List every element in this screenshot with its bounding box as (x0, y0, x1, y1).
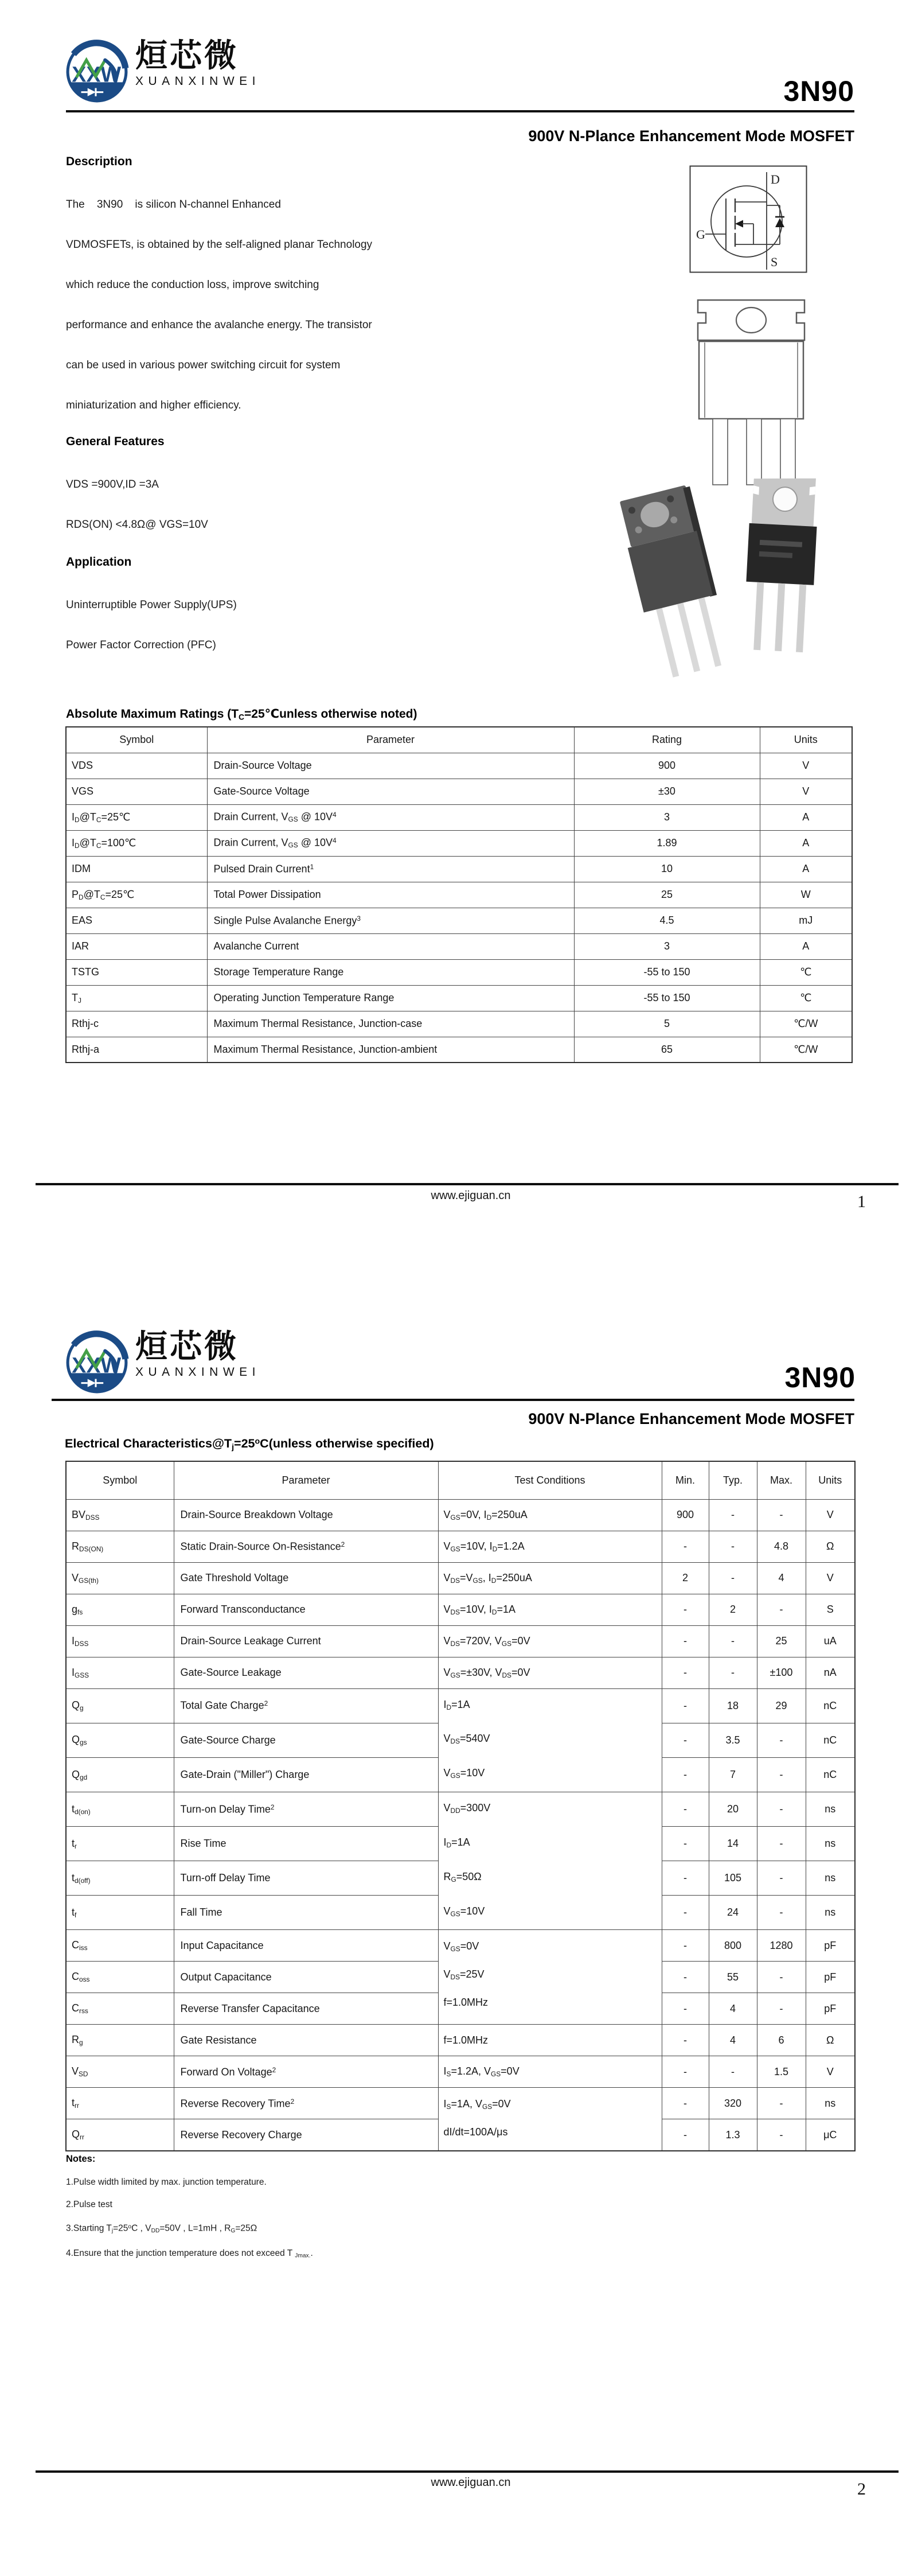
table-row (66, 753, 852, 779)
cell: Forward Transconductance (174, 1594, 438, 1625)
package-photo-to220 (743, 475, 819, 653)
cell: - (757, 1861, 806, 1896)
part-number: 3N90 (783, 75, 854, 107)
table-row (66, 1562, 855, 1594)
cell: Gate-Source Voltage (207, 779, 574, 804)
cell: Total Gate Charge$^2$ (174, 1688, 438, 1723)
cell: 14 (709, 1827, 757, 1861)
cell: $V_{GS}=0V$ $V_{DS}=25V$ f=1.0MHz (438, 1930, 662, 2025)
cell: V (760, 779, 852, 804)
cell: Drain Current, $V_{GS}$ @ $10V^4$ (207, 830, 574, 856)
cell: Turn-off Delay Time (174, 1861, 438, 1896)
column-header: Typ. (709, 1461, 757, 1499)
cell: $t_{d(on)}$ (66, 1792, 174, 1827)
cell: ℃/W (760, 1037, 852, 1063)
notes-heading: Notes: (66, 2154, 96, 2164)
mosfet-symbol-icon (689, 165, 807, 273)
cell: $I_D@T_C=100℃$ (66, 830, 207, 856)
table-row (66, 1037, 852, 1063)
table-row (66, 1657, 855, 1688)
cell: 1.3 (709, 2119, 757, 2151)
brand-logo-icon (64, 39, 130, 104)
cell: $R_g$ (66, 2025, 174, 2056)
cell: $I_S=1.2A$, $V_{GS}=0V$ (438, 2056, 662, 2088)
table-row (66, 959, 852, 985)
cell: Drain-Source Leakage Current (174, 1625, 438, 1657)
cell: VGS (66, 779, 207, 804)
cell: 55 (709, 1962, 757, 1993)
cell: - (757, 2119, 806, 2151)
cell: 3 (574, 804, 760, 830)
package-photos-image (619, 468, 831, 683)
column-header: Symbol (66, 727, 207, 753)
cell: - (662, 1861, 709, 1896)
cell: Output Capacitance (174, 1962, 438, 1993)
cell: Gate-Drain ("Miller") Charge (174, 1757, 438, 1792)
notes-text (66, 2171, 639, 2267)
cell: Gate-Source Charge (174, 1723, 438, 1757)
note-line: 2.Pulse test (66, 2200, 112, 2209)
cell: - (662, 1930, 709, 1962)
page-number: 1 (857, 1192, 866, 1211)
brand-logo (64, 1330, 260, 1395)
cell: - (662, 2025, 709, 2056)
table-row (66, 1625, 855, 1657)
cell: - (757, 1757, 806, 1792)
cell: $V_{DS}=V_{GS}$, $I_D=250uA$ (438, 1562, 662, 1594)
cell: - (757, 2088, 806, 2119)
text-line: performance and enhance the avalanche energy. The transistor (66, 319, 372, 331)
cell: A (760, 933, 852, 959)
cell: 900 (574, 753, 760, 779)
cell: $I_S=1A$, $V_{GS}=0V$ dI/dt=100A/μs (438, 2088, 662, 2151)
cell: $V_{GS}=0V$, $I_D=250uA$ (438, 1499, 662, 1531)
cell: TSTG (66, 959, 207, 985)
page-number: 2 (857, 2480, 866, 2499)
cell: nA (806, 1657, 855, 1688)
cell: $V_{DD}=300V$ $I_D=1A$ $R_G=50\Omega$ $V_{GS}=10V$ (438, 1792, 662, 1930)
cell: 6 (757, 2025, 806, 2056)
cell: V (806, 2056, 855, 2088)
cell: uA (806, 1625, 855, 1657)
cell: $C_{oss}$ (66, 1962, 174, 1993)
electrical-characteristics-table (65, 1461, 856, 2151)
cell: $Q_g$ (66, 1688, 174, 1723)
abs-max-title: Absolute Maximum Ratings ($T_C=25℃unless$ otherwise noted) (66, 707, 417, 722)
cell: - (757, 1723, 806, 1757)
cell: Maximum Thermal Resistance, Junction-ambient (207, 1037, 574, 1063)
cell: - (709, 1531, 757, 1562)
table-header-row (66, 1461, 855, 1499)
cell: - (757, 1594, 806, 1625)
cell: - (662, 1962, 709, 1993)
cell: 3.5 (709, 1723, 757, 1757)
table-row (66, 804, 852, 830)
gate-label: G (696, 227, 705, 242)
cell: - (662, 1896, 709, 1930)
cell: Gate Threshold Voltage (174, 1562, 438, 1594)
brand-text (135, 1330, 260, 1379)
brand-name-cn: 烜芯微 (135, 37, 239, 75)
abs-max-table (65, 726, 853, 1063)
cell: Reverse Transfer Capacitance (174, 1993, 438, 2025)
cell: 2 (709, 1594, 757, 1625)
cell: mJ (760, 908, 852, 933)
package-photo-to220f (619, 484, 733, 680)
part-number: 3N90 (784, 1361, 856, 1394)
column-header: Parameter (174, 1461, 438, 1499)
cell: ±30 (574, 779, 760, 804)
cell: $t_f$ (66, 1896, 174, 1930)
cell: - (709, 1625, 757, 1657)
cell: Gate-Source Leakage (174, 1657, 438, 1688)
cell: - (757, 1962, 806, 1993)
text-line: The 3N90 is silicon N-channel Enhanced (66, 199, 281, 211)
brand-logo-icon (64, 1330, 130, 1395)
cell: Single Pulse Avalanche Energy$^3$ (207, 908, 574, 933)
cell: Rise Time (174, 1827, 438, 1861)
cell: - (709, 1562, 757, 1594)
general-features-text (66, 465, 571, 545)
cell: Storage Temperature Range (207, 959, 574, 985)
cell: 4 (709, 2025, 757, 2056)
cell: f=1.0MHz (438, 2025, 662, 2056)
text-line: VDMOSFETs, is obtained by the self-aligned planar Technology (66, 239, 373, 251)
cell: - (662, 1723, 709, 1757)
cell: Pulsed Drain Current$^1$ (207, 856, 574, 882)
cell: $t_r$ (66, 1827, 174, 1861)
cell: VDS (66, 753, 207, 779)
cell: nC (806, 1723, 855, 1757)
cell: $V_{GS}=10V$, $I_D=1.2A$ (438, 1531, 662, 1562)
cell: μC (806, 2119, 855, 2151)
cell: - (662, 1594, 709, 1625)
cell: - (757, 1827, 806, 1861)
cell: -55 to 150 (574, 959, 760, 985)
cell: - (662, 1993, 709, 2025)
page-title: 900V N-Plance Enhancement Mode MOSFET (528, 127, 854, 145)
cell: pF (806, 1930, 855, 1962)
cell: nC (806, 1757, 855, 1792)
table-row (66, 1499, 855, 1531)
cell: $t_{d(off)}$ (66, 1861, 174, 1896)
cell: $C_{iss}$ (66, 1930, 174, 1962)
cell: $V_{GS}=\pm 30V$, $V_{DS}=0V$ (438, 1657, 662, 1688)
table-row (66, 779, 852, 804)
cell: Forward On Voltage$^2$ (174, 2056, 438, 2088)
table-row (66, 2088, 855, 2119)
table-row (66, 1930, 855, 1962)
application-text (66, 585, 571, 666)
cell: Rthj-a (66, 1037, 207, 1063)
cell: - (662, 1625, 709, 1657)
cell: Rthj-c (66, 1011, 207, 1037)
cell: 5 (574, 1011, 760, 1037)
logo-letters: XXW (72, 62, 122, 87)
cell: Ω (806, 1531, 855, 1562)
cell: - (662, 1792, 709, 1827)
brand-name-en: XUANXINWEI (135, 75, 261, 88)
cell: Reverse Recovery Time$^2$ (174, 2088, 438, 2119)
cell: $g_{fs}$ (66, 1594, 174, 1625)
cell: - (709, 1499, 757, 1531)
cell: $V_{DS}=10V$, $I_D=1A$ (438, 1594, 662, 1625)
cell: 900 (662, 1499, 709, 1531)
cell: IAR (66, 933, 207, 959)
cell: 320 (709, 2088, 757, 2119)
column-header: Units (760, 727, 852, 753)
cell: 29 (757, 1688, 806, 1723)
footer-rule (36, 2470, 899, 2473)
cell: IDM (66, 856, 207, 882)
column-header: Max. (757, 1461, 806, 1499)
cell: 4.8 (757, 1531, 806, 1562)
cell: Gate Resistance (174, 2025, 438, 2056)
text-line: Power Factor Correction (PFC) (66, 639, 216, 651)
cell: - (662, 2056, 709, 2088)
table-row (66, 1594, 855, 1625)
column-header: Min. (662, 1461, 709, 1499)
package-outline-icon (691, 295, 811, 488)
text-line: Uninterruptible Power Supply(UPS) (66, 599, 237, 611)
cell: $I_{DSS}$ (66, 1625, 174, 1657)
table-row (66, 2056, 855, 2088)
cell: 1280 (757, 1930, 806, 1962)
table-row (66, 1011, 852, 1037)
cell: $V_{SD}$ (66, 2056, 174, 2088)
cell: 18 (709, 1688, 757, 1723)
cell: - (662, 1827, 709, 1861)
text-line: can be used in various power switching circuit for system (66, 359, 341, 371)
note-line: 4.Ensure that the junction temperature does not exceed T $_{Jmax.}$. (66, 2248, 313, 2259)
cell: 4.5 (574, 908, 760, 933)
cell: $Q_{rr}$ (66, 2119, 174, 2151)
source-label: S (771, 255, 778, 269)
cell: $Q_{gd}$ (66, 1757, 174, 1792)
page-title: 900V N-Plance Enhancement Mode MOSFET (528, 1410, 854, 1427)
cell: 7 (709, 1757, 757, 1792)
elec-char-title: Electrical $Characteristics@T_j=25^oC(unless$ otherwise specified) (65, 1437, 434, 1452)
cell: $I_D@T_C=25℃$ (66, 804, 207, 830)
cell: - (662, 2119, 709, 2151)
cell: 24 (709, 1896, 757, 1930)
general-features-heading: General Features (66, 435, 165, 448)
cell: - (662, 1688, 709, 1723)
cell: $R_{DS(ON)}$ (66, 1531, 174, 1562)
description-heading: Description (66, 155, 132, 168)
cell: - (757, 1792, 806, 1827)
cell: Input Capacitance (174, 1930, 438, 1962)
footer-website: www.ejiguan.cn (431, 1189, 511, 1202)
cell: 1.5 (757, 2056, 806, 2088)
table-row (66, 2025, 855, 2056)
cell: A (760, 830, 852, 856)
cell: 4 (757, 1562, 806, 1594)
table-row (66, 985, 852, 1011)
header-rule (52, 1399, 854, 1401)
cell: Static Drain-Source On-Resistance$^2$ (174, 1531, 438, 1562)
cell: 25 (574, 882, 760, 908)
cell: - (757, 1993, 806, 2025)
cell: V (806, 1499, 855, 1531)
cell: $T_J$ (66, 985, 207, 1011)
cell: 20 (709, 1792, 757, 1827)
text-line: miniaturization and higher efficiency. (66, 399, 241, 411)
column-header: Parameter (207, 727, 574, 753)
footer-rule (36, 1183, 899, 1185)
cell: 10 (574, 856, 760, 882)
text-line: which reduce the conduction loss, improve switching (66, 279, 319, 291)
logo-letters: XXW (72, 1353, 122, 1378)
table-row (66, 908, 852, 933)
mosfet-symbol-box (689, 165, 807, 276)
cell: ℃ (760, 985, 852, 1011)
cell: Turn-on Delay Time$^2$ (174, 1792, 438, 1827)
cell: W (760, 882, 852, 908)
table-row (66, 882, 852, 908)
cell: -55 to 150 (574, 985, 760, 1011)
cell: ns (806, 1896, 855, 1930)
cell: pF (806, 1993, 855, 2025)
table-row (66, 933, 852, 959)
cell: - (709, 2056, 757, 2088)
cell: nC (806, 1688, 855, 1723)
cell: - (662, 1657, 709, 1688)
cell: ℃ (760, 959, 852, 985)
cell: Maximum Thermal Resistance, Junction-case (207, 1011, 574, 1037)
column-header: Test Conditions (438, 1461, 662, 1499)
brand-text (135, 39, 260, 88)
text-line: RDS(ON) <4.8Ω@ VGS=10V (66, 519, 208, 531)
cell: $I_{GSS}$ (66, 1657, 174, 1688)
table-row (66, 1688, 855, 1723)
cell: - (662, 1757, 709, 1792)
cell: Avalanche Current (207, 933, 574, 959)
table-row (66, 856, 852, 882)
table-header-row (66, 727, 852, 753)
cell: pF (806, 1962, 855, 1993)
cell: 25 (757, 1625, 806, 1657)
cell: - (662, 1531, 709, 1562)
cell: Total Power Dissipation (207, 882, 574, 908)
description-text (66, 185, 571, 426)
cell: ns (806, 1827, 855, 1861)
cell: Drain-Source Breakdown Voltage (174, 1499, 438, 1531)
cell: - (709, 1657, 757, 1688)
table-row (66, 830, 852, 856)
column-header: Units (806, 1461, 855, 1499)
package-photos (619, 468, 831, 686)
cell: ℃/W (760, 1011, 852, 1037)
package-outline-drawing (691, 295, 811, 491)
cell: V (760, 753, 852, 779)
cell: ns (806, 2088, 855, 2119)
cell: 65 (574, 1037, 760, 1063)
cell: $V_{GS(th)}$ (66, 1562, 174, 1594)
cell: ns (806, 1861, 855, 1896)
cell: Fall Time (174, 1896, 438, 1930)
table-row (66, 1792, 855, 1827)
cell: Operating Junction Temperature Range (207, 985, 574, 1011)
cell: $C_{rss}$ (66, 1993, 174, 2025)
cell: Drain-Source Voltage (207, 753, 574, 779)
note-line: 1.Pulse width limited by max. junction temperature. (66, 2177, 267, 2187)
cell: $Q_{gs}$ (66, 1723, 174, 1757)
cell: Reverse Recovery Charge (174, 2119, 438, 2151)
cell: 105 (709, 1861, 757, 1896)
header-rule (66, 110, 854, 112)
column-header: Rating (574, 727, 760, 753)
cell: 800 (709, 1930, 757, 1962)
cell: ±100 (757, 1657, 806, 1688)
cell: - (757, 1896, 806, 1930)
cell: EAS (66, 908, 207, 933)
column-header: Symbol (66, 1461, 174, 1499)
cell: Ω (806, 2025, 855, 2056)
brand-name-cn: 烜芯微 (135, 1328, 239, 1365)
cell: 4 (709, 1993, 757, 2025)
cell: V (806, 1562, 855, 1594)
cell: - (757, 1499, 806, 1531)
cell: A (760, 856, 852, 882)
brand-logo (64, 39, 260, 104)
cell: 1.89 (574, 830, 760, 856)
drain-label: D (771, 172, 780, 186)
cell: $P_D@T_C=25℃$ (66, 882, 207, 908)
note-line: 3.Starting $T_j=25^oC$ , $V_{DD}=50V$ , L=1mH , $R_G=25\Omega$ (66, 2223, 257, 2235)
cell: $V_{DS}=720V$, $V_{GS}=0V$ (438, 1625, 662, 1657)
cell: Drain Current, $V_{GS}$ @ $10V^4$ (207, 804, 574, 830)
cell: $I_D=1A$ $V_{DS}=540V$ $V_{GS}=10V$ (438, 1688, 662, 1792)
cell: A (760, 804, 852, 830)
text-line: VDS =900V,ID =3A (66, 478, 159, 491)
cell: ns (806, 1792, 855, 1827)
cell: $t_{rr}$ (66, 2088, 174, 2119)
application-heading: Application (66, 555, 132, 569)
cell: S (806, 1594, 855, 1625)
cell: 3 (574, 933, 760, 959)
cell: - (662, 2088, 709, 2119)
table-row (66, 1531, 855, 1562)
cell: $BV_{DSS}$ (66, 1499, 174, 1531)
footer-website: www.ejiguan.cn (431, 2476, 511, 2489)
cell: 2 (662, 1562, 709, 1594)
brand-name-en: XUANXINWEI (135, 1365, 261, 1379)
